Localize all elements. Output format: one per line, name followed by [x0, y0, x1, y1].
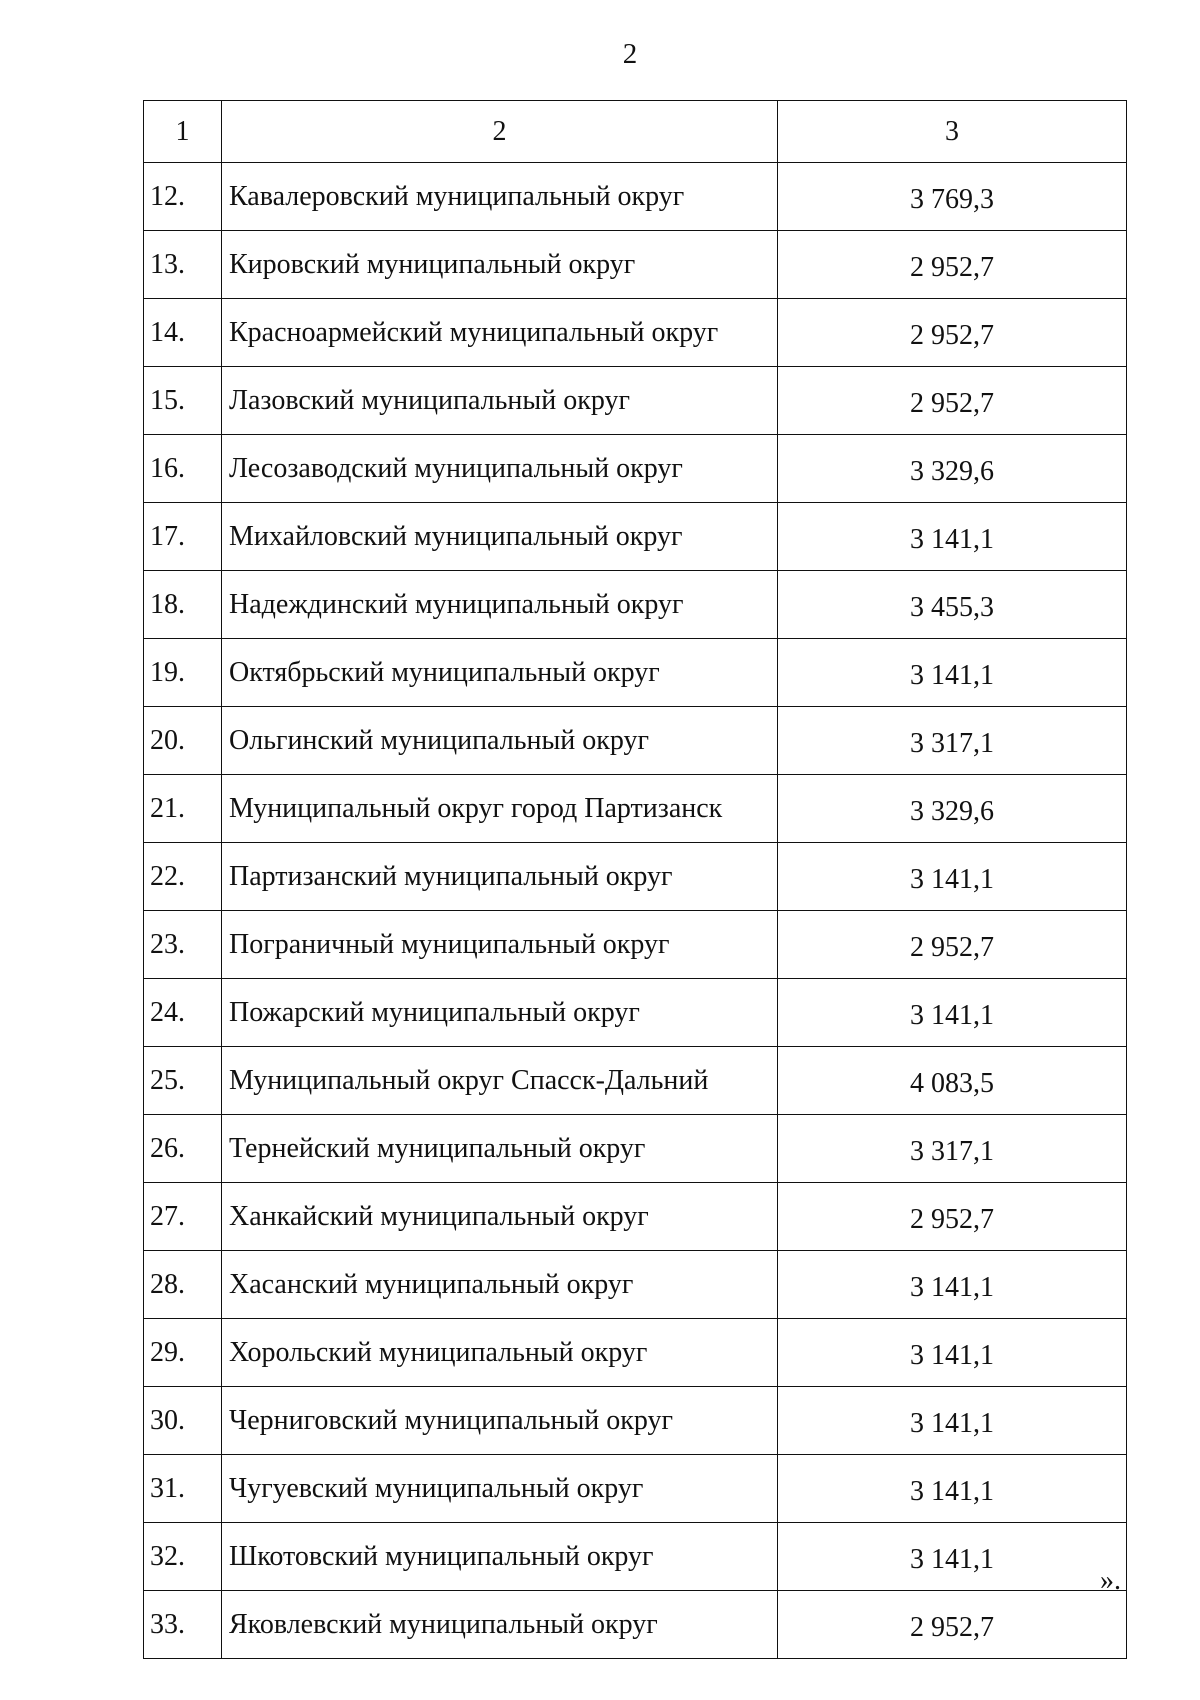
table-row — [144, 1319, 1127, 1387]
table-row — [144, 1523, 1127, 1591]
municipality-name: Тернейский муниципальный округ — [222, 1115, 778, 1183]
header-col-1: 1 — [144, 101, 222, 163]
table-row — [144, 1251, 1127, 1319]
amount-value: 4 083,5 — [778, 1047, 1127, 1115]
row-number: 27. — [144, 1183, 222, 1251]
municipality-name: Михайловский муниципальный округ — [222, 503, 778, 571]
row-number: 30. — [144, 1387, 222, 1455]
amount-value: 3 141,1 — [778, 979, 1127, 1047]
amount-value: 2 952,7 — [778, 299, 1127, 367]
amount-value: 3 141,1 — [778, 1523, 1127, 1591]
row-number: 22. — [144, 843, 222, 911]
table-row — [144, 503, 1127, 571]
row-number: 13. — [144, 231, 222, 299]
row-number: 21. — [144, 775, 222, 843]
row-number: 19. — [144, 639, 222, 707]
municipality-name: Хорольский муниципальный округ — [222, 1319, 778, 1387]
table-row — [144, 1387, 1127, 1455]
amount-value: 2 952,7 — [778, 231, 1127, 299]
amount-value: 2 952,7 — [778, 1591, 1127, 1659]
table-row — [144, 639, 1127, 707]
amount-value: 2 952,7 — [778, 911, 1127, 979]
amount-value: 3 329,6 — [778, 435, 1127, 503]
table-row — [144, 1047, 1127, 1115]
allocation-table — [143, 100, 1127, 1659]
amount-value: 3 141,1 — [778, 1387, 1127, 1455]
amount-value: 3 141,1 — [778, 843, 1127, 911]
row-number: 15. — [144, 367, 222, 435]
row-number: 25. — [144, 1047, 222, 1115]
municipality-name: Партизанский муниципальный округ — [222, 843, 778, 911]
municipality-name: Ольгинский муниципальный округ — [222, 707, 778, 775]
amount-value: 3 769,3 — [778, 163, 1127, 231]
row-number: 26. — [144, 1115, 222, 1183]
amount-value: 3 455,3 — [778, 571, 1127, 639]
municipality-name: Яковлевский муниципальный округ — [222, 1591, 778, 1659]
row-number: 24. — [144, 979, 222, 1047]
municipality-name: Хасанский муниципальный округ — [222, 1251, 778, 1319]
row-number: 17. — [144, 503, 222, 571]
amount-value: 3 141,1 — [778, 503, 1127, 571]
closing-quote-mark: ». — [1100, 1565, 1121, 1596]
row-number: 14. — [144, 299, 222, 367]
amount-value: 3 317,1 — [778, 1115, 1127, 1183]
table-row — [144, 571, 1127, 639]
municipality-name: Октябрьский муниципальный округ — [222, 639, 778, 707]
amount-value: 3 141,1 — [778, 639, 1127, 707]
row-number: 28. — [144, 1251, 222, 1319]
header-col-2: 2 — [222, 101, 778, 163]
amount-value: 2 952,7 — [778, 367, 1127, 435]
table-row — [144, 1183, 1127, 1251]
table-row — [144, 1591, 1127, 1659]
municipality-name: Лесозаводский муниципальный округ — [222, 435, 778, 503]
municipality-name: Муниципальный округ Спасск-Дальний — [222, 1047, 778, 1115]
amount-value: 3 141,1 — [778, 1455, 1127, 1523]
municipality-name: Пожарский муниципальный округ — [222, 979, 778, 1047]
table-row — [144, 299, 1127, 367]
row-number: 20. — [144, 707, 222, 775]
amount-value: 3 329,6 — [778, 775, 1127, 843]
amount-value: 3 141,1 — [778, 1251, 1127, 1319]
table-row — [144, 707, 1127, 775]
municipality-name: Чугуевский муниципальный округ — [222, 1455, 778, 1523]
table-row — [144, 911, 1127, 979]
municipality-name: Кавалеровский муниципальный округ — [222, 163, 778, 231]
table-row — [144, 1455, 1127, 1523]
row-number: 16. — [144, 435, 222, 503]
municipality-name: Ханкайский муниципальный округ — [222, 1183, 778, 1251]
row-number: 23. — [144, 911, 222, 979]
municipality-name: Красноармейский муниципальный округ — [222, 299, 778, 367]
municipality-name: Черниговский муниципальный округ — [222, 1387, 778, 1455]
municipality-name: Пограничный муниципальный округ — [222, 911, 778, 979]
amount-value: 3 141,1 — [778, 1319, 1127, 1387]
table-row — [144, 367, 1127, 435]
municipality-name: Кировский муниципальный округ — [222, 231, 778, 299]
table-row — [144, 843, 1127, 911]
amount-value: 3 317,1 — [778, 707, 1127, 775]
table-row — [144, 231, 1127, 299]
row-number: 12. — [144, 163, 222, 231]
row-number: 18. — [144, 571, 222, 639]
page-number: 2 — [622, 38, 638, 70]
row-number: 33. — [144, 1591, 222, 1659]
municipality-name: Лазовский муниципальный округ — [222, 367, 778, 435]
municipality-name: Надеждинский муниципальный округ — [222, 571, 778, 639]
table-row — [144, 775, 1127, 843]
table-header-row — [144, 101, 1127, 163]
amount-value: 2 952,7 — [778, 1183, 1127, 1251]
municipality-name: Муниципальный округ город Партизанск — [222, 775, 778, 843]
row-number: 29. — [144, 1319, 222, 1387]
table-row — [144, 1115, 1127, 1183]
row-number: 32. — [144, 1523, 222, 1591]
table-row — [144, 163, 1127, 231]
row-number: 31. — [144, 1455, 222, 1523]
municipality-name: Шкотовский муниципальный округ — [222, 1523, 778, 1591]
table-row — [144, 979, 1127, 1047]
table-row — [144, 435, 1127, 503]
header-col-3: 3 — [778, 101, 1127, 163]
